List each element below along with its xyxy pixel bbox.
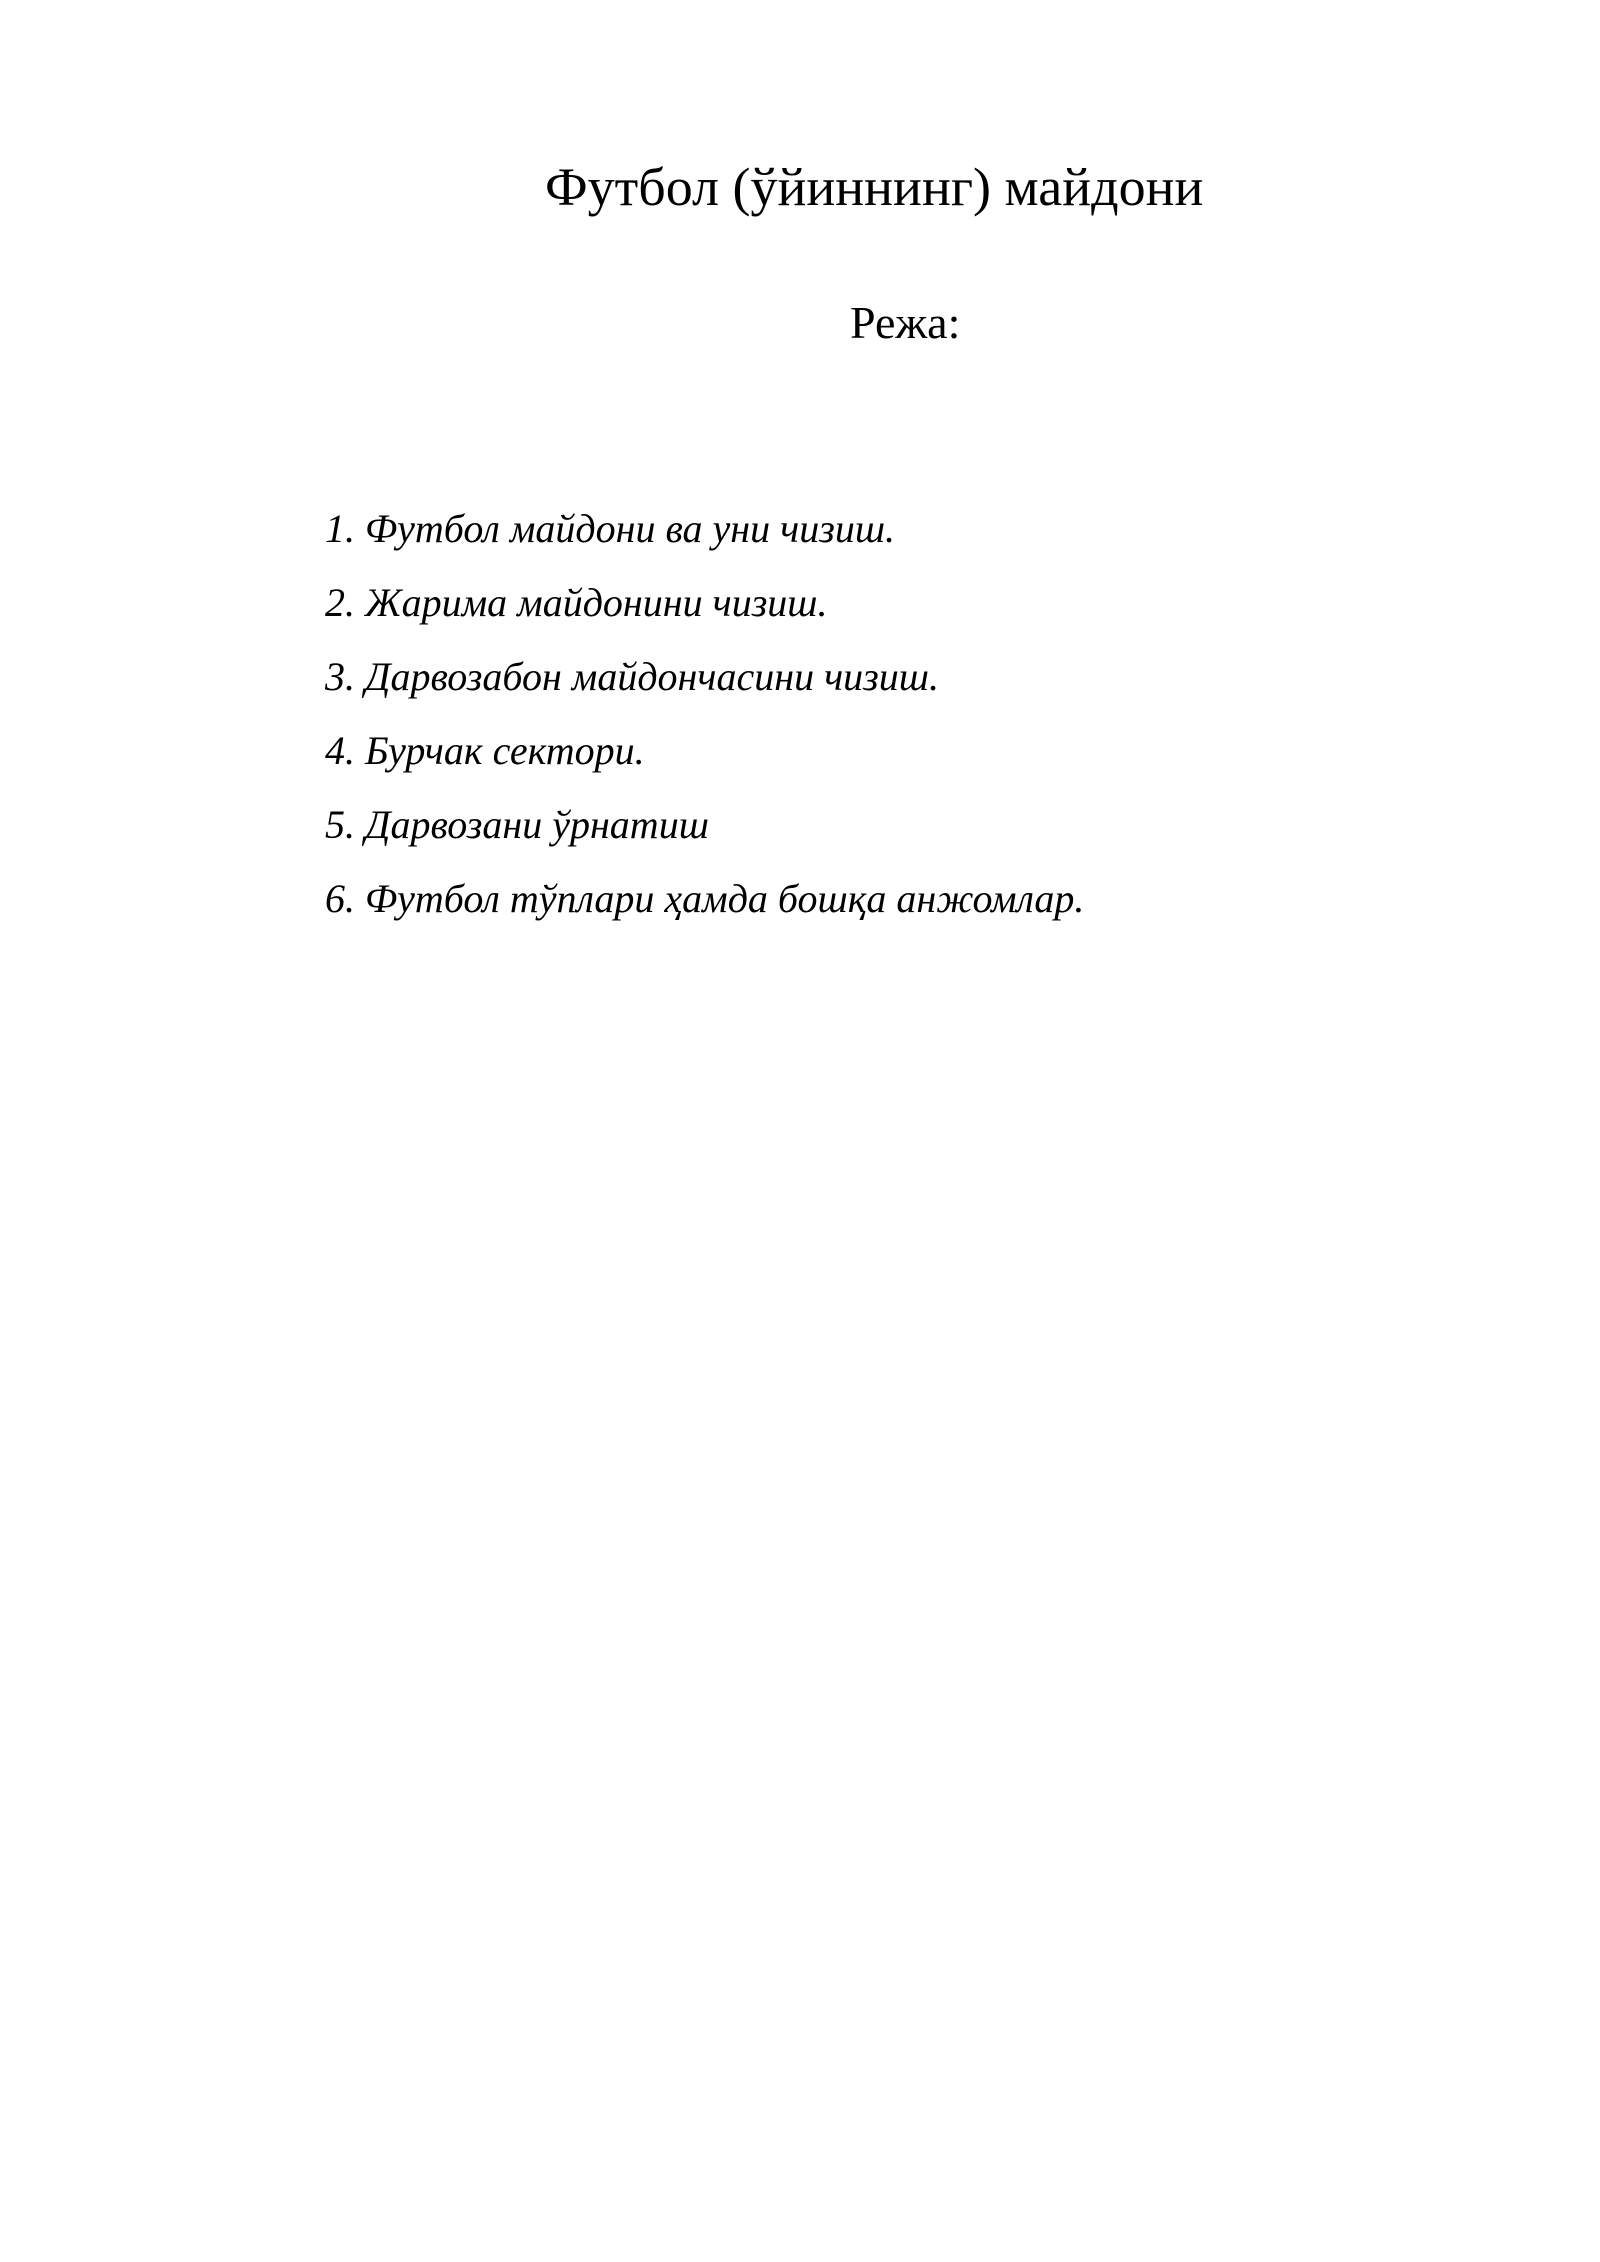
plan-item: 6. Футбол тўплари ҳамда бошқа анжомлар. <box>325 876 1085 921</box>
plan-item: 4. Бурчак сектори. <box>325 728 645 773</box>
plan-list <box>325 505 1084 949</box>
plan-item: 3. Дарвозабон майдончасини чизиш. <box>325 654 939 699</box>
plan-item: 5. Дарвозани ўрнатиш <box>325 802 709 847</box>
document-title: Футбол (ўйиннинг) майдони <box>545 157 1204 217</box>
plan-heading: Режа: <box>850 297 961 348</box>
plan-item: 1. Футбол майдони ва уни чизиш. <box>325 506 896 551</box>
plan-item: 2. Жарима майдонини чизиш. <box>325 580 828 625</box>
